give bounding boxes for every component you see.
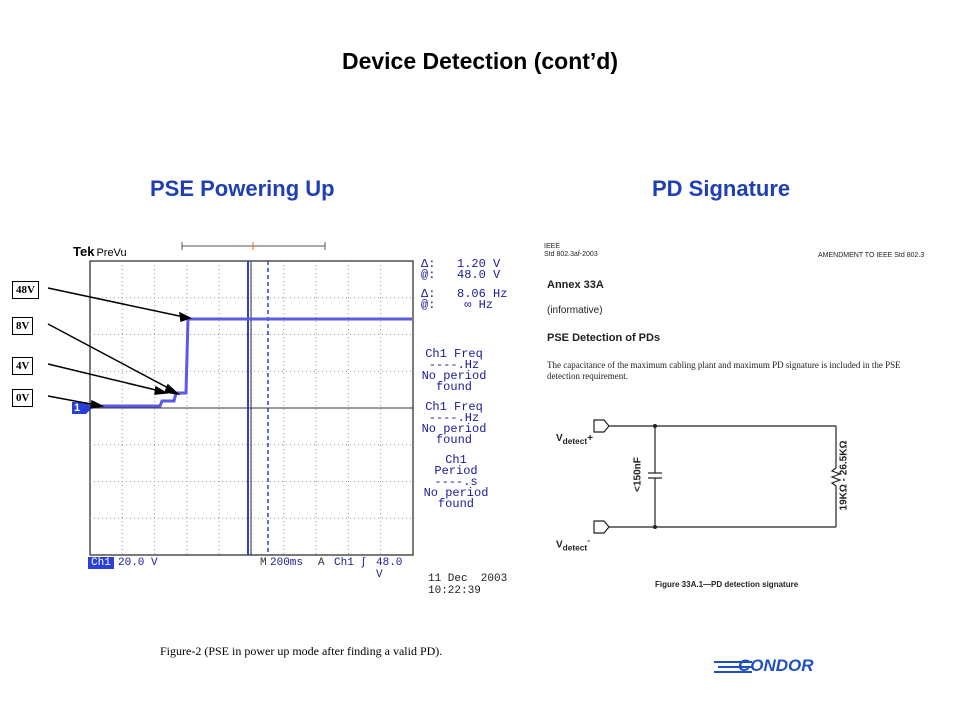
condor-logo-text: CONDOR: [738, 656, 814, 675]
measurement-value: ----.s: [434, 475, 478, 489]
annex-figure-label: Figure 33A.1—PD detection signature: [655, 580, 799, 589]
measurement-value: ----.Hz: [428, 358, 480, 372]
measurement-status: No period: [423, 486, 489, 500]
cursor-at-v: @: 48.0 V: [421, 268, 501, 282]
status-scale: 20.0 V: [118, 557, 158, 569]
measurement-status: found: [435, 380, 472, 394]
capacitor-label: <150nF: [632, 457, 644, 492]
annex-section: PSE Detection of PDs: [547, 332, 661, 344]
cursor-delta-v: Δ: 1.20 V: [421, 257, 501, 271]
vdetect-plus-terminal: [594, 420, 609, 432]
annex-org: IEEE: [544, 243, 560, 250]
callout-48v: 48V: [12, 281, 39, 299]
callout-4v: 4V: [12, 357, 33, 375]
measurement-value: ----.Hz: [428, 411, 480, 425]
slide-title: Device Detection (cont’d): [341, 48, 619, 74]
callout-0v: 0V: [12, 389, 33, 407]
measurement-title: Ch1 Freq: [425, 347, 483, 361]
scope-time: 10:22:39: [428, 585, 481, 597]
vdetect-plus-sign: +: [587, 433, 594, 444]
annex-amendment: AMENDMENT TO IEEE Std 802.3: [818, 252, 925, 259]
scope-brand-name: Tek: [73, 244, 95, 259]
cursor-delta-hz: Δ: 8.06 Hz: [421, 287, 508, 301]
scope-date: 11 Dec 2003: [428, 573, 508, 585]
trigger-slope-icon: ∫: [360, 557, 367, 569]
vdetect-plus-sub: detect: [562, 436, 588, 446]
left-column-heading: PSE Powering Up: [150, 176, 335, 201]
vdetect-v: V: [556, 433, 563, 444]
right-column-heading: PD Signature: [652, 176, 791, 201]
status-timebase: 200ms: [270, 557, 304, 569]
condor-logo: [712, 656, 862, 685]
status-trigger-level: 48.0 V: [376, 557, 403, 581]
vdetect-v: V: [556, 539, 563, 551]
figure-caption: Figure-2 (PSE in power up mode after finding a valid PD).: [160, 644, 443, 658]
callout-8v: 8V: [12, 317, 33, 335]
vdetect-minus-label: [556, 535, 590, 552]
measurement-status: No period: [421, 369, 487, 383]
status-channel: Ch1: [88, 557, 114, 569]
measurement-status: No period: [421, 422, 487, 436]
vdetect-minus-sign: -: [587, 535, 590, 545]
measurement-title: Ch1 Period: [434, 453, 478, 478]
status-timebase-label: M: [260, 557, 267, 569]
vdetect-minus-terminal: [594, 521, 609, 533]
measurement-title: Ch1 Freq: [425, 400, 483, 414]
status-trigger-channel: Ch1: [334, 557, 354, 569]
annex-informative: (informative): [547, 305, 603, 316]
annex-body: The capacitance of the maximum cabling plant and maximum PD signature is included in the PSE detection requirement.: [547, 360, 901, 381]
status-trigger-label: A: [318, 557, 325, 569]
measurement-status: found: [437, 497, 474, 511]
measurement-status: found: [435, 433, 472, 447]
vdetect-plus-label: [556, 433, 593, 446]
vdetect-minus-sub: detect: [562, 542, 588, 553]
annex-title: Annex 33A: [547, 279, 604, 291]
cursor-at-hz: @: ∞ Hz: [421, 298, 494, 312]
scope-mode: PreVu: [96, 247, 127, 259]
annex-std: Std 802.3af-2003: [544, 251, 598, 258]
resistor-label: 19KΩ - 26.5KΩ: [838, 440, 850, 511]
channel-1-label: 1: [74, 402, 81, 414]
